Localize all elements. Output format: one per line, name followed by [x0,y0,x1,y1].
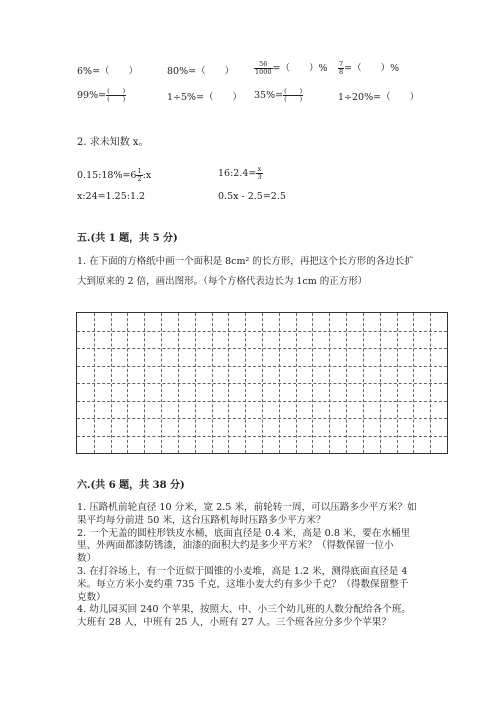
fraction [254,61,273,76]
grid-horizontal-line [77,366,447,367]
expression-rest: =（ ）% [272,63,328,74]
fraction-denominator: 1000 [255,68,272,76]
section-6-line: 果平均每分前进 50 米，这台压路机每时压路多少平方米？ [77,514,326,526]
expression-left: 99%= [77,90,107,101]
section-6-line: 2. 一个无盖的圆柱形铁皮水桶，底面直径是 0.4 米，高是 0.8 米，要在水桶里 [77,527,411,539]
section-6-line: 4. 幼儿园买回 240 个苹果，按照大、中、小三个幼儿班的人数分配给各个班。 [77,604,412,616]
grid-horizontal-line [77,348,447,349]
section-6-line: 1. 压路机前轮直径 10 分米，宽 2.5 米，前轮转一周，可以压路多少平方米？如 [77,502,417,513]
fraction-denominator: ( ) [107,95,126,103]
fraction-numerator: x [257,165,262,173]
grid-paper [76,312,448,454]
q1-item-7-8 [338,61,399,76]
equation-left: 0.15:18%=6 [77,170,137,181]
section-6-line: 米。每立方米小麦约重 735 千克，这堆小麦大约有多少千克？（得数保留整千 [77,578,409,590]
q1-item-99percent [77,88,126,103]
equation-3: x:24=1.25:1.2 [77,191,146,202]
expression-left: 35%= [254,90,284,101]
section-6-heading: 六.(共 6 题，共 38 分) [77,480,185,491]
q1-item-56-1000 [254,61,328,76]
grid-horizontal-line [77,436,447,437]
fraction-denominator: 2 [137,175,142,183]
section-6-questions [77,502,432,630]
grid-horizontal-line [77,331,447,332]
fraction-numerator: ( ) [284,87,303,95]
q1-item-35percent [254,88,303,103]
q1-item-1div5percent: 1÷5%=（ ） [167,92,243,103]
grid-horizontal-line [77,418,447,419]
fraction-numerator: 1 [137,167,142,175]
fraction [106,88,126,103]
fraction-denominator: ( ) [284,95,303,103]
equation-left: 16:2.4= [218,168,257,179]
fraction-numerator: 7 [339,60,344,68]
fraction-denominator: 3 [257,173,262,181]
equation-4: 0.5x - 2.5=2.5 [218,191,286,202]
q1-item-1div20percent: 1÷20%=（ ） [338,92,420,103]
equation-1 [77,168,151,183]
grid-horizontal-line [77,383,447,384]
expression-rest: =（ ）% [344,63,400,74]
section-6-line: 克数） [77,591,106,603]
section-5-heading: 五.(共 1 题，共 5 分) [77,233,178,244]
section-5-question-line2: 大到原来的 2 倍，画出图形。（每个方格代表边长为 1cm 的正方形） [77,276,368,287]
section-6-line: 大班有 28 人，中班有 25 人，小班有 27 人。三个班各应分多少个苹果？ [77,617,391,629]
section-6-line: 里、外两面都漆防锈漆，油漆的面积大约是多少平方米？（得数保留一位小 [77,540,394,552]
section-6-line: 3. 在打谷场上，有一个近似于圆锥的小麦堆，高是 1.2 米，测得底面直径是 4 [77,565,408,577]
fraction [283,88,303,103]
fraction-numerator: ( ) [107,87,126,95]
fraction-numerator: 56 [254,61,273,69]
equation-right: :x [142,170,152,181]
q1-item-80percent: 80%=（ ） [167,66,235,77]
section-6-line: 数） [77,553,97,565]
fraction-denominator: 8 [339,68,344,76]
grid-horizontal-line [77,401,447,402]
equation-2 [218,166,263,181]
q1-item-6percent: 6%=（ ） [77,66,139,77]
fraction [256,166,262,181]
section-5-question-line1: 1. 在下面的方格纸中画一个面积是 8cm² 的长方形，再把这个长方形的各边长扩 [77,256,414,267]
q2-title: 2. 求未知数 x。 [77,137,149,148]
